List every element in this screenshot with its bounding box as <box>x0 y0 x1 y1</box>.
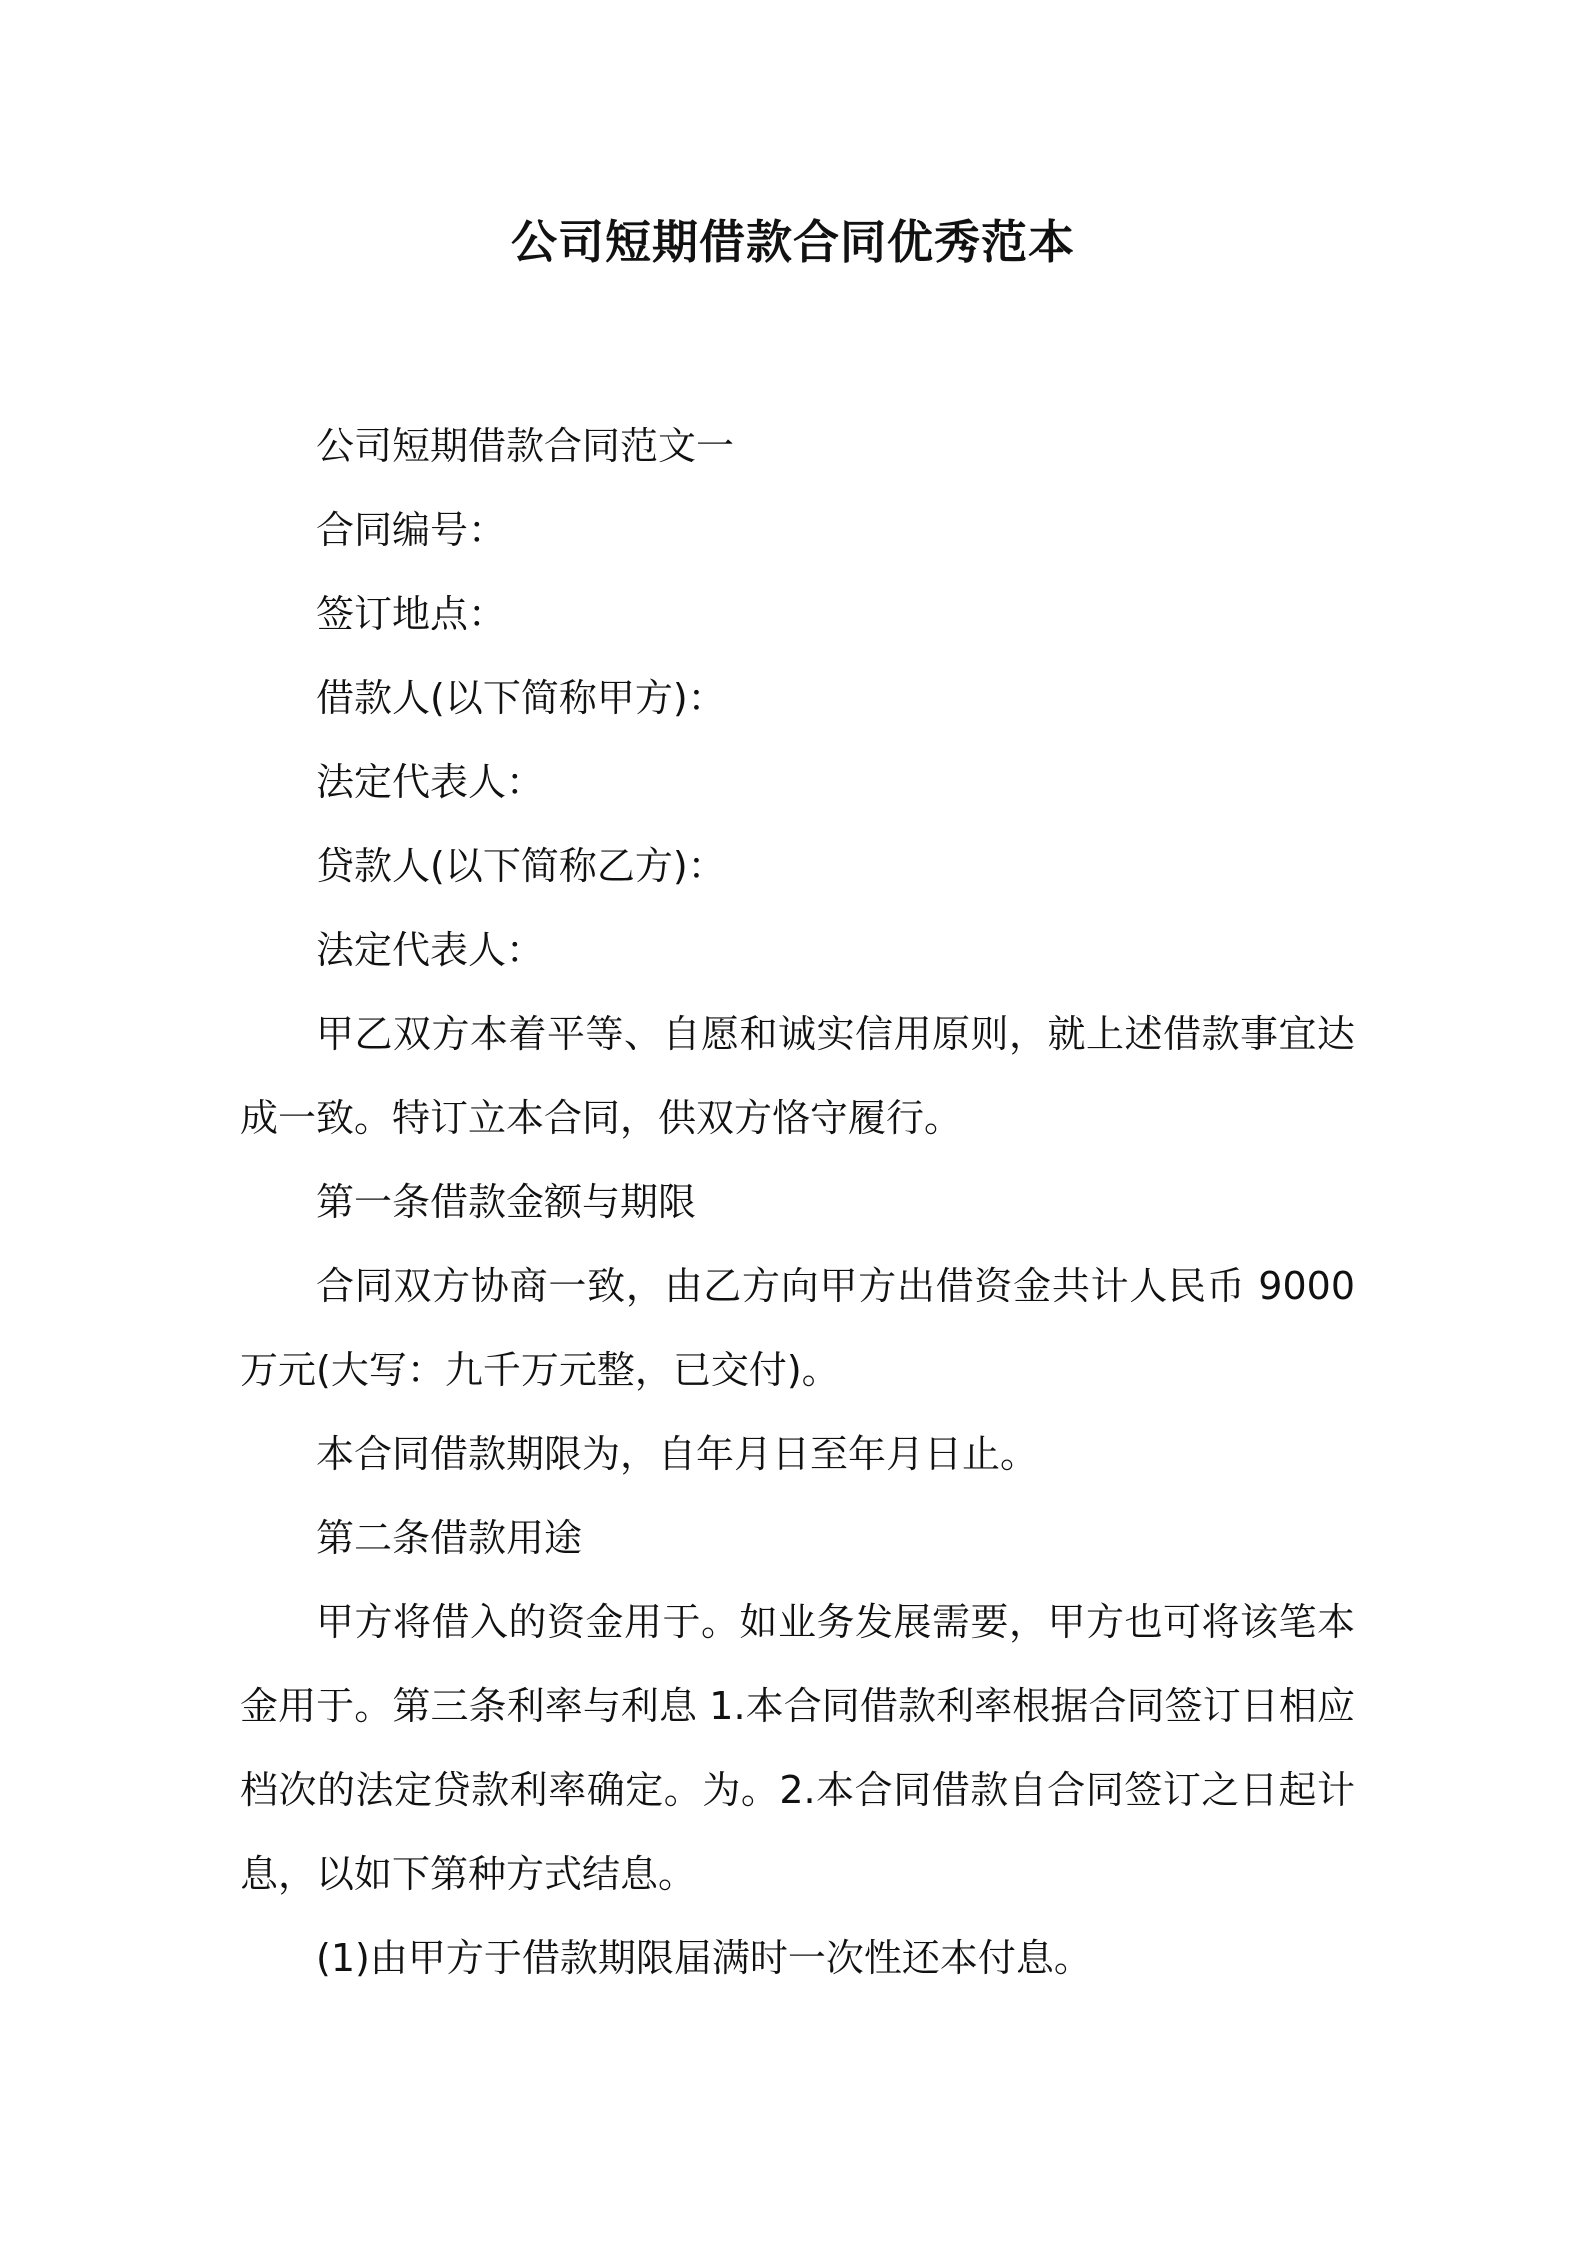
loan-term-paragraph: 本合同借款期限为，自年月日至年月日止。 <box>316 1432 1039 1476</box>
document-body <box>240 404 1355 2000</box>
article-1-heading: 第一条借款金额与期限 <box>316 1180 697 1224</box>
signing-location-field: 签订地点： <box>316 592 507 636</box>
document-title: 公司短期借款合同优秀范本 <box>511 215 1075 269</box>
loan-amount-paragraph: 合同双方协商一致，由乙方向甲方出借资金共计人民币 9000 万元(大写：九千万元整，已交付)。 <box>240 1264 1355 1392</box>
article-2-heading: 第二条借款用途 <box>316 1516 583 1560</box>
loan-purpose-paragraph: 甲方将借入的资金用于。如业务发展需要，甲方也可将该笔本金用于。第三条利率与利息 1.本合同借款利率根据合同签订日相应档次的法定贷款利率确定。为。2.本合同借款自合同签订之日起计息，以如下第种方式结息。 <box>240 1600 1355 1896</box>
lender-field: 贷款人(以下简称乙方)： <box>316 844 726 888</box>
contract-number-field: 合同编号： <box>316 508 507 552</box>
borrower-field: 借款人(以下简称甲方)： <box>316 676 726 720</box>
repayment-method-1: (1)由甲方于借款期限届满时一次性还本付息。 <box>316 1936 1092 1980</box>
borrower-legal-rep-field: 法定代表人： <box>316 760 545 804</box>
section-title: 公司短期借款合同范文一 <box>316 424 735 468</box>
lender-legal-rep-field: 法定代表人： <box>316 928 545 972</box>
intro-paragraph: 甲乙双方本着平等、自愿和诚实信用原则，就上述借款事宜达成一致。特订立本合同，供双方恪守履行。 <box>240 1012 1355 1140</box>
